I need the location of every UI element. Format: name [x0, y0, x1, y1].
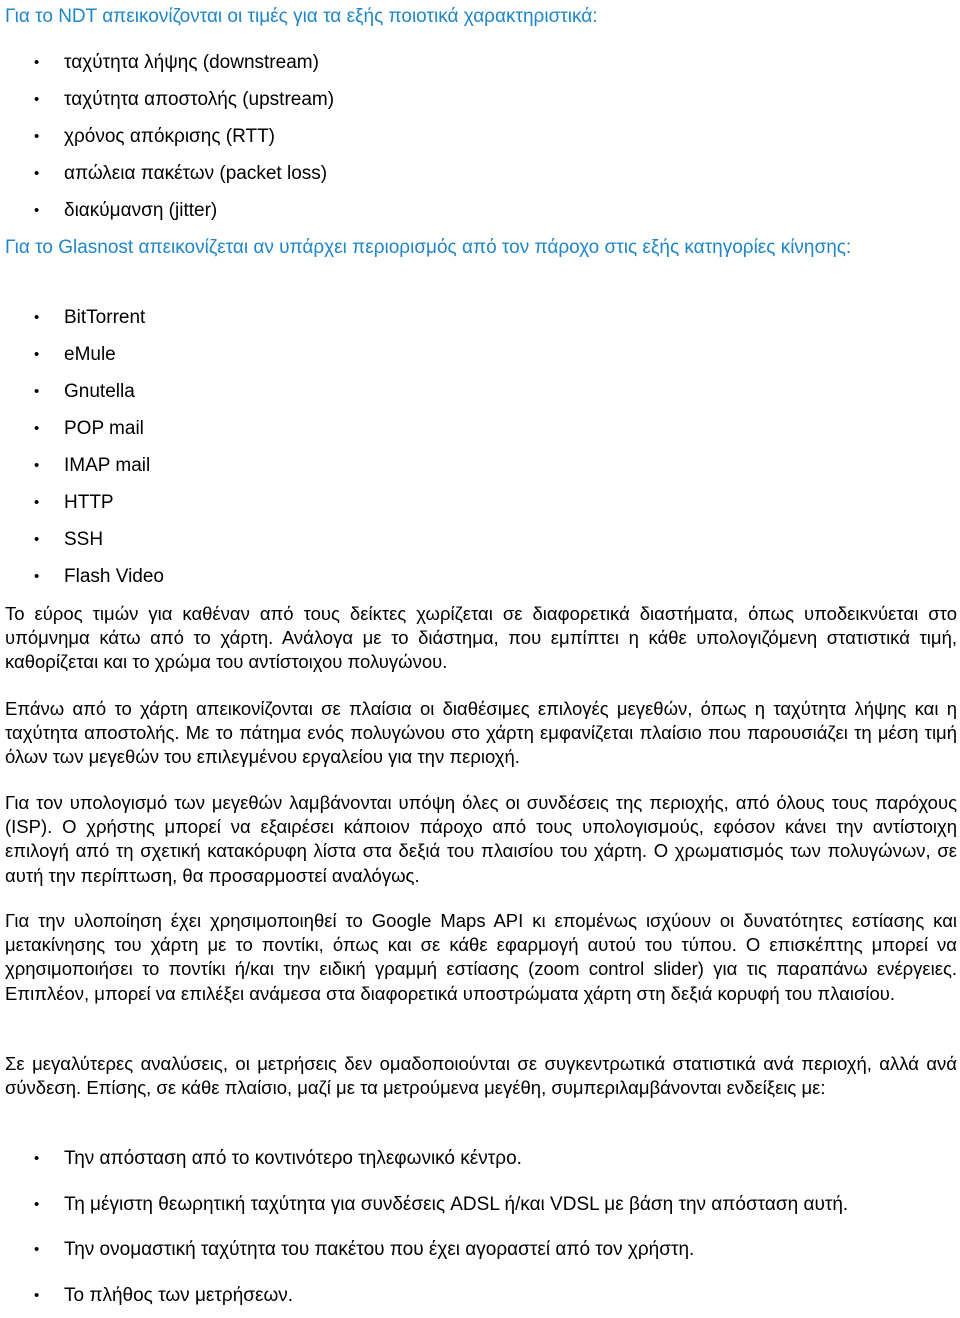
list-item-text: eMule — [64, 344, 116, 365]
list-item-text: POP mail — [64, 418, 144, 439]
list-item-text: απώλεια πακέτων (packet loss) — [64, 163, 327, 184]
list-item — [5, 155, 957, 192]
bullet-icon: • — [34, 373, 39, 410]
paragraph-isp-calculation: Για τον υπολογισμό των μεγεθών λαμβάνονται υπόψη όλες οι συνδέσεις της περιοχής, από όλους τους παρόχους (ISP). Ο χρήστης μπορεί να εξαιρέσει κάποιον πάροχο από τους υπολογισμούς, εφόσον κάνει την αντίστοιχη επιλογή από τη σχετική κατακόρυφη λίστα στα δεξιά του πλαισίου του χάρτη. Ο χρωματισμός των πολυγώνων, σε αυτή την περίπτωση, θα προσαρμοστεί αναλόγως. — [5, 791, 957, 888]
list-item — [5, 447, 957, 484]
paragraph-map-options: Επάνω από το χάρτη απεικονίζονται σε πλαίσια οι διαθέσιμες επιλογές μεγεθών, όπως η ταχύτητα λήψης και η ταχύτητα αποστολής. Με το πάτημα ενός πολυγώνου στο χάρτη εμφανίζεται πλαίσιο που παρουσιάζει τη μέση τιμή όλων των μεγεθών του επιλεγμένου εργαλείου για την περιοχή. — [5, 697, 957, 770]
bullet-icon: • — [34, 1227, 39, 1273]
list-item-text: Gnutella — [64, 381, 135, 402]
list-item — [5, 44, 957, 81]
list-item-text: IMAP mail — [64, 455, 150, 476]
bullet-icon: • — [34, 558, 39, 595]
list-item-text: χρόνος απόκρισης (RTT) — [64, 126, 275, 147]
list-item-text: Το πλήθος των μετρήσεων. — [64, 1285, 293, 1306]
bullet-icon: • — [34, 447, 39, 484]
glasnost-heading: Για το Glasnost απεικονίζεται αν υπάρχει περιορισμός από τον πάροχο στις εξής κατηγορίες κίνησης: — [5, 236, 957, 260]
bullet-icon: • — [34, 1182, 39, 1228]
list-item-text: ταχύτητα αποστολής (upstream) — [64, 89, 334, 110]
bullet-icon: • — [34, 410, 39, 447]
bullet-icon: • — [34, 336, 39, 373]
bullet-icon: • — [34, 44, 39, 81]
glasnost-traffic-list — [5, 299, 957, 595]
paragraph-google-maps: Για την υλοποίηση έχει χρησιμοποιηθεί το Google Maps API κι επομένως ισχύουν οι δυνατότητες εστίασης και μετακίνησης του χάρτη με το ποντίκι, όπως και σε κάθε εφαρμογή αυτού του τύπου. Ο επισκέπτης μπορεί να χρησιμοποιήσει το ποντίκι ή/και την ειδική γραμμή εστίασης (zoom control slider) για τις παραπάνω ενέργειες. Επιπλέον, μπορεί να επιλέξει ανάμεσα στα διαφορετικά υποστρώματα χάρτη στη δεξιά κορυφή του πλαισίου. — [5, 909, 957, 1006]
list-item-text: BitTorrent — [64, 307, 145, 328]
paragraph-higher-resolutions: Σε μεγαλύτερες αναλύσεις, οι μετρήσεις δεν ομαδοποιούνται σε συγκεντρωτικά στατιστικά ανά περιοχή, αλλά ανά σύνδεση. Επίσης, σε κάθε πλαίσιο, μαζί με τα μετρούμενα μεγέθη, συμπεριλαμβάνονται ενδείξεις με: — [5, 1052, 957, 1100]
list-item — [5, 192, 957, 229]
list-item — [5, 521, 957, 558]
list-item — [5, 1182, 957, 1228]
list-item — [5, 81, 957, 118]
ndt-heading: Για το NDT απεικονίζονται οι τιμές για τα εξής ποιοτικά χαρακτηριστικά: — [5, 5, 957, 29]
list-item-text: Flash Video — [64, 566, 164, 587]
bullet-icon: • — [34, 192, 39, 229]
list-item — [5, 1136, 957, 1182]
bullet-icon: • — [34, 1273, 39, 1318]
paragraph-value-ranges: Το εύρος τιμών για καθέναν από τους δείκτες χωρίζεται σε διαφορετικά διαστήματα, όπως υποδεικνύεται στο υπόμνημα κάτω από το χάρτη. Ανάλογα με το διάστημα, που εμπίπτει η κάθε υπολογιζόμενη στατιστικά τιμή, καθορίζεται και το χρώμα του αντίστοιχου πολυγώνου. — [5, 602, 957, 675]
list-item — [5, 558, 957, 595]
list-item — [5, 373, 957, 410]
list-item-text: ταχύτητα λήψης (downstream) — [64, 52, 319, 73]
list-item-text: HTTP — [64, 492, 114, 513]
bullet-icon: • — [34, 299, 39, 336]
list-item-text: Την ονομαστική ταχύτητα του πακέτου που έχει αγοραστεί από τον χρήστη. — [64, 1239, 694, 1260]
bullet-icon: • — [34, 484, 39, 521]
list-item — [5, 410, 957, 447]
bullet-icon: • — [34, 1136, 39, 1182]
list-item — [5, 336, 957, 373]
list-item — [5, 1273, 957, 1318]
list-item — [5, 118, 957, 155]
bullet-icon: • — [34, 118, 39, 155]
ndt-metrics-list — [5, 44, 957, 229]
list-item-text: SSH — [64, 529, 103, 550]
list-item — [5, 299, 957, 336]
list-item — [5, 484, 957, 521]
list-item — [5, 1227, 957, 1273]
connection-indicators-list — [5, 1136, 957, 1318]
bullet-icon: • — [34, 521, 39, 558]
list-item-text: Την απόσταση από το κοντινότερο τηλεφωνικό κέντρο. — [64, 1148, 522, 1169]
list-item-text: διακύμανση (jitter) — [64, 200, 217, 221]
bullet-icon: • — [34, 81, 39, 118]
bullet-icon: • — [34, 155, 39, 192]
list-item-text: Τη μέγιστη θεωρητική ταχύτητα για συνδέσεις ADSL ή/και VDSL με βάση την απόσταση αυτή. — [64, 1194, 848, 1215]
